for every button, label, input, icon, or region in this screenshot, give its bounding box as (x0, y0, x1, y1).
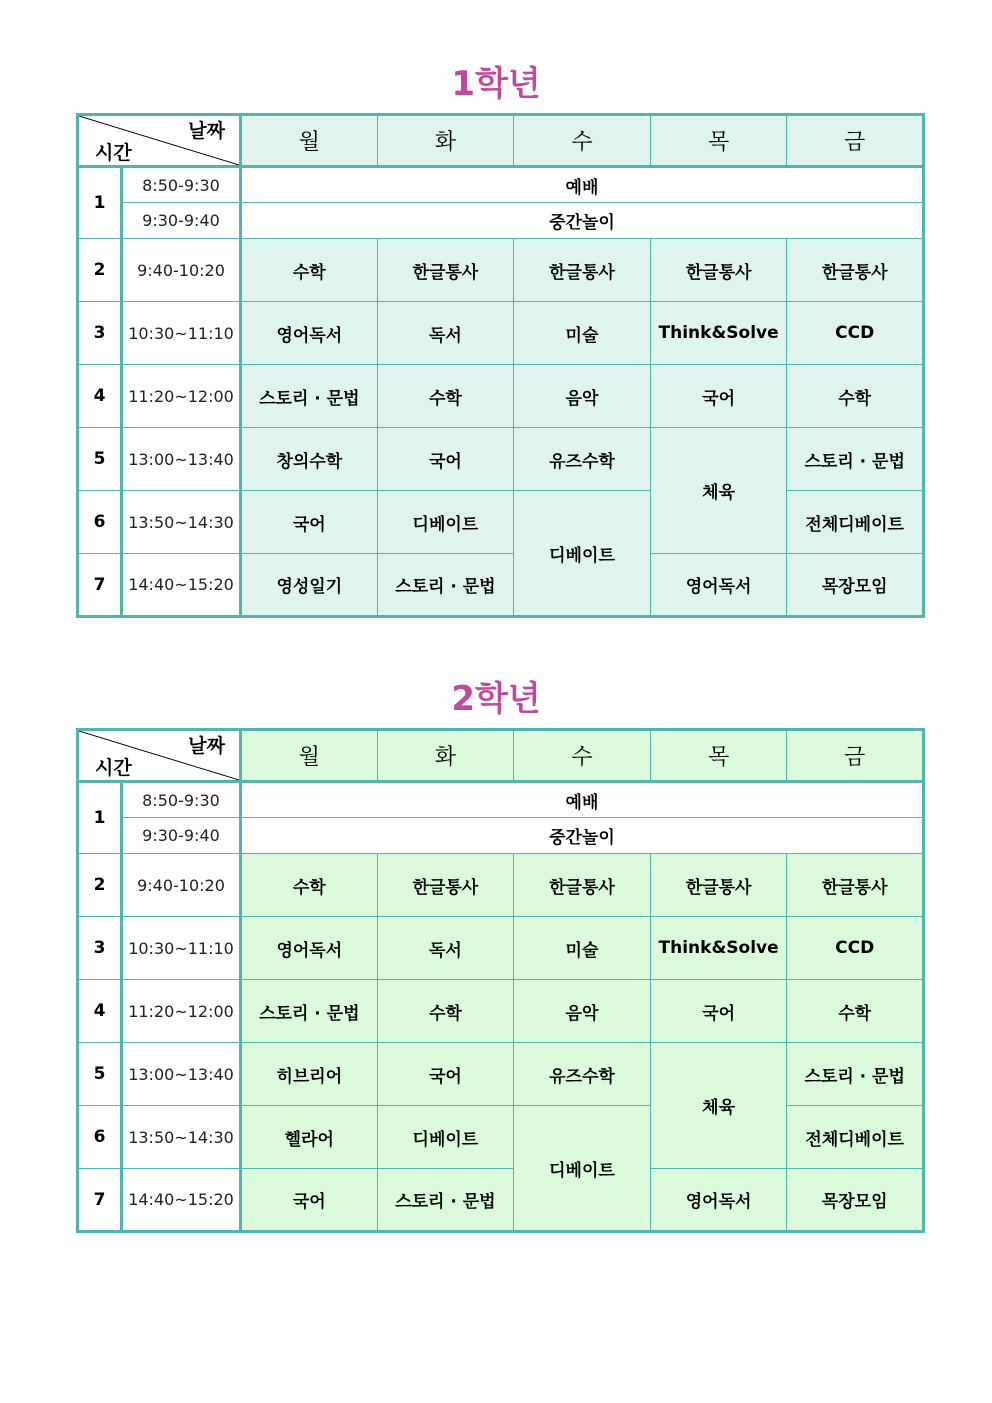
subject-cell: 영어독서 (241, 302, 378, 365)
period-number: 3 (78, 917, 122, 980)
grade2-timetable (76, 728, 925, 1233)
table-row (78, 818, 924, 854)
day-thu: 목 (650, 115, 787, 167)
table-row (78, 980, 924, 1043)
subject-cell: 한글통사 (377, 854, 514, 917)
subject-cell: 스토리 · 문법 (377, 554, 514, 617)
subject-cell: 한글통사 (377, 239, 514, 302)
period-number: 5 (78, 428, 122, 491)
subject-cell: 유즈수학 (514, 428, 651, 491)
subject-cell: 체육 (650, 1043, 787, 1169)
subject-cell: 한글통사 (514, 239, 651, 302)
period-number: 3 (78, 302, 122, 365)
period-time: 13:00~13:40 (122, 1043, 241, 1106)
period-time: 10:30~11:10 (122, 917, 241, 980)
table-row (78, 854, 924, 917)
header-row (78, 730, 924, 782)
subject-cell: 영어독서 (241, 917, 378, 980)
all-days-activity: 중간놀이 (241, 203, 924, 239)
period-time: 14:40~15:20 (122, 554, 241, 617)
subject-cell: 전체디베이트 (787, 1106, 924, 1169)
period-time: 13:50~14:30 (122, 491, 241, 554)
grade2-title: 2학년 (451, 679, 541, 719)
subject-cell: 국어 (377, 1043, 514, 1106)
subject-cell: 한글통사 (787, 239, 924, 302)
subject-cell: 국어 (241, 1169, 378, 1232)
period-number: 2 (78, 239, 122, 302)
subject-cell: 독서 (377, 917, 514, 980)
day-fri: 금 (787, 730, 924, 782)
table-row (78, 917, 924, 980)
day-thu: 목 (650, 730, 787, 782)
period-time: 8:50-9:30 (122, 167, 241, 203)
subject-cell: 스토리 · 문법 (241, 980, 378, 1043)
subject-cell: 수학 (787, 980, 924, 1043)
period-number: 2 (78, 854, 122, 917)
subject-cell: 영성일기 (241, 554, 378, 617)
table-row (78, 554, 924, 617)
table-row (78, 203, 924, 239)
subject-cell: 디베이트 (377, 491, 514, 554)
corner-header (78, 730, 241, 782)
subject-cell: 수학 (377, 365, 514, 428)
day-tue: 화 (377, 730, 514, 782)
subject-cell: 한글통사 (787, 854, 924, 917)
period-time: 9:40-10:20 (122, 239, 241, 302)
subject-cell: 미술 (514, 917, 651, 980)
date-label: 날짜 (188, 735, 225, 757)
subject-cell: 국어 (650, 980, 787, 1043)
subject-cell: 독서 (377, 302, 514, 365)
all-days-activity: 예배 (241, 167, 924, 203)
subject-cell: 디베이트 (377, 1106, 514, 1169)
subject-cell: 스토리 · 문법 (787, 428, 924, 491)
period-time: 9:30-9:40 (122, 203, 241, 239)
subject-cell: 디베이트 (514, 491, 651, 617)
subject-cell: 수학 (241, 854, 378, 917)
subject-cell: Think&Solve (650, 302, 787, 365)
table-row (78, 1106, 924, 1169)
date-label: 날짜 (188, 120, 225, 142)
grade1-title: 1학년 (451, 64, 541, 104)
subject-cell: 국어 (377, 428, 514, 491)
period-time: 13:50~14:30 (122, 1106, 241, 1169)
day-wed: 수 (514, 730, 651, 782)
time-label: 시간 (95, 757, 132, 779)
period-number: 5 (78, 1043, 122, 1106)
table-row (78, 239, 924, 302)
subject-cell: 스토리 · 문법 (787, 1043, 924, 1106)
period-time: 14:40~15:20 (122, 1169, 241, 1232)
period-number: 7 (78, 554, 122, 617)
period-number: 4 (78, 980, 122, 1043)
subject-cell: Think&Solve (650, 917, 787, 980)
grade1-timetable (76, 113, 925, 618)
header-row (78, 115, 924, 167)
subject-cell: 음악 (514, 365, 651, 428)
subject-cell: 전체디베이트 (787, 491, 924, 554)
period-time: 13:00~13:40 (122, 428, 241, 491)
subject-cell: 유즈수학 (514, 1043, 651, 1106)
period-number: 7 (78, 1169, 122, 1232)
subject-cell: 헬라어 (241, 1106, 378, 1169)
all-days-activity: 예배 (241, 782, 924, 818)
subject-cell: 한글통사 (650, 854, 787, 917)
subject-cell: 한글통사 (650, 239, 787, 302)
subject-cell: 국어 (241, 491, 378, 554)
day-mon: 월 (241, 730, 378, 782)
period-time: 9:40-10:20 (122, 854, 241, 917)
period-time: 11:20~12:00 (122, 980, 241, 1043)
table-row (78, 428, 924, 491)
all-days-activity: 중간놀이 (241, 818, 924, 854)
subject-cell: CCD (787, 302, 924, 365)
subject-cell: 음악 (514, 980, 651, 1043)
day-tue: 화 (377, 115, 514, 167)
day-fri: 금 (787, 115, 924, 167)
subject-cell: 미술 (514, 302, 651, 365)
period-number: 4 (78, 365, 122, 428)
table-row (78, 1169, 924, 1232)
period-time: 9:30-9:40 (122, 818, 241, 854)
subject-cell: 창의수학 (241, 428, 378, 491)
subject-cell: 목장모임 (787, 1169, 924, 1232)
table-row (78, 1043, 924, 1106)
subject-cell: 한글통사 (514, 854, 651, 917)
period-number: 1 (78, 782, 122, 854)
subject-cell: 수학 (241, 239, 378, 302)
day-wed: 수 (514, 115, 651, 167)
subject-cell: 수학 (787, 365, 924, 428)
subject-cell: 스토리 · 문법 (377, 1169, 514, 1232)
table-row (78, 302, 924, 365)
period-time: 11:20~12:00 (122, 365, 241, 428)
subject-cell: 국어 (650, 365, 787, 428)
subject-cell: 영어독서 (650, 554, 787, 617)
subject-cell: 디베이트 (514, 1106, 651, 1232)
subject-cell: 수학 (377, 980, 514, 1043)
table-row (78, 782, 924, 818)
subject-cell: 목장모임 (787, 554, 924, 617)
subject-cell: CCD (787, 917, 924, 980)
table-row (78, 167, 924, 203)
subject-cell: 체육 (650, 428, 787, 554)
period-number: 6 (78, 1106, 122, 1169)
subject-cell: 히브리어 (241, 1043, 378, 1106)
period-number: 1 (78, 167, 122, 239)
time-label: 시간 (95, 142, 132, 164)
period-number: 6 (78, 491, 122, 554)
period-time: 10:30~11:10 (122, 302, 241, 365)
subject-cell: 스토리 · 문법 (241, 365, 378, 428)
day-mon: 월 (241, 115, 378, 167)
table-row (78, 491, 924, 554)
period-time: 8:50-9:30 (122, 782, 241, 818)
subject-cell: 영어독서 (650, 1169, 787, 1232)
corner-header (78, 115, 241, 167)
table-row (78, 365, 924, 428)
